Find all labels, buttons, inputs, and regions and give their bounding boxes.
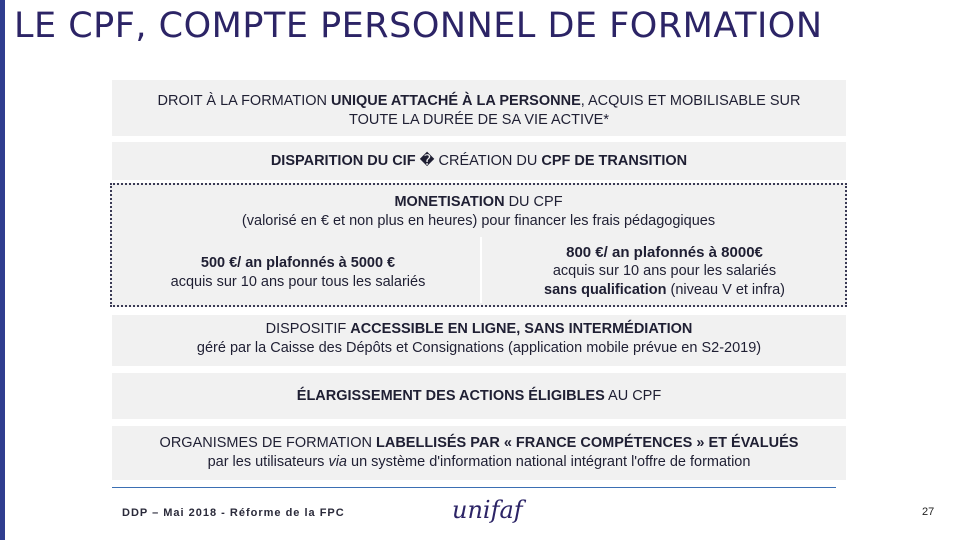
box6-line2-pre: par les utilisateurs (207, 454, 329, 470)
box-monetisation (110, 183, 847, 307)
box4-bold: ACCESSIBLE EN LIGNE, SANS INTERMÉDIATION (350, 321, 693, 337)
box2-bold2: CPF DE TRANSITION (541, 153, 688, 169)
box3-left-line2: acquis sur 10 ans pour tous les salariés (170, 274, 426, 290)
box3-sub-left (116, 237, 482, 303)
box3-bold: MONETISATION (394, 194, 505, 210)
box1-line1 (112, 92, 846, 111)
box-organismes (112, 426, 846, 480)
box4-line2: géré par la Caisse des Dépôts et Consignations (application mobile prévue en S2-2019) (196, 340, 762, 356)
box6-pre: ORGANISMES DE FORMATION (159, 435, 376, 451)
box3-left-line1 (116, 254, 480, 273)
box5-bold: ÉLARGISSEMENT DES ACTIONS ÉLIGIBLES (296, 388, 605, 404)
box1-bold: UNIQUE ATTACHÉ À LA PERSONNE (331, 93, 581, 109)
box2-bold1: DISPARITION DU CIF (270, 153, 420, 169)
slide-left-accent-bar (0, 0, 5, 540)
box4-pre: DISPOSITIF (265, 321, 351, 337)
slide-title: LE CPF, COMPTE PERSONNEL DE FORMATION (14, 6, 823, 46)
box3-right-amount: 800 €/ an plafonnés à 8000€ (566, 244, 763, 261)
arrow-icon: � (419, 153, 435, 169)
box6-line1 (112, 434, 846, 453)
box6-line2-post: un système d'information national intégrant l'offre de formation (347, 454, 751, 470)
box3-post: DU CPF (504, 194, 563, 210)
box-dispositif (112, 315, 846, 366)
box6-bold: LABELLISÉS PAR « FRANCE COMPÉTENCES » ET ÉVALUÉS (376, 435, 799, 451)
box1-line2: TOUTE LA DURÉE DE SA VIE ACTIVE* (348, 112, 609, 128)
box6-line2-italic: via (328, 454, 347, 470)
box3-left-amount: 500 €/ an plafonnés à 5000 € (200, 255, 396, 271)
box5-post: AU CPF (604, 388, 662, 404)
box3-sub-right (486, 235, 843, 303)
box3-line1 (112, 193, 845, 212)
box1-post: , ACQUIS ET MOBILISABLE SUR (580, 93, 801, 109)
box3-right-bold: sans qualification (544, 282, 667, 298)
box4-line1 (112, 320, 846, 339)
footer-text: DDP – Mai 2018 - Réforme de la FPC (122, 507, 345, 519)
page-number: 27 (922, 506, 935, 518)
box3-head (112, 185, 845, 231)
box-disparition-cif (112, 142, 846, 180)
box2-mid: CRÉATION DU (434, 153, 542, 169)
footer-divider (112, 487, 836, 488)
box-elargissement (112, 373, 846, 419)
box3-right-line1 (486, 243, 843, 262)
box3-right-line2: acquis sur 10 ans pour les salariés (552, 263, 777, 279)
box1-pre: DROIT À LA FORMATION (157, 93, 332, 109)
box3-right-post: (niveau V et infra) (666, 282, 785, 298)
box3-line2: (valorisé en € et non plus en heures) pour financer les frais pédagogiques (241, 213, 716, 229)
box-droit-formation (112, 80, 846, 136)
unifaf-logo: unifaf (452, 496, 523, 524)
box6-line2 (112, 453, 846, 472)
box3-right-line3 (486, 281, 843, 300)
